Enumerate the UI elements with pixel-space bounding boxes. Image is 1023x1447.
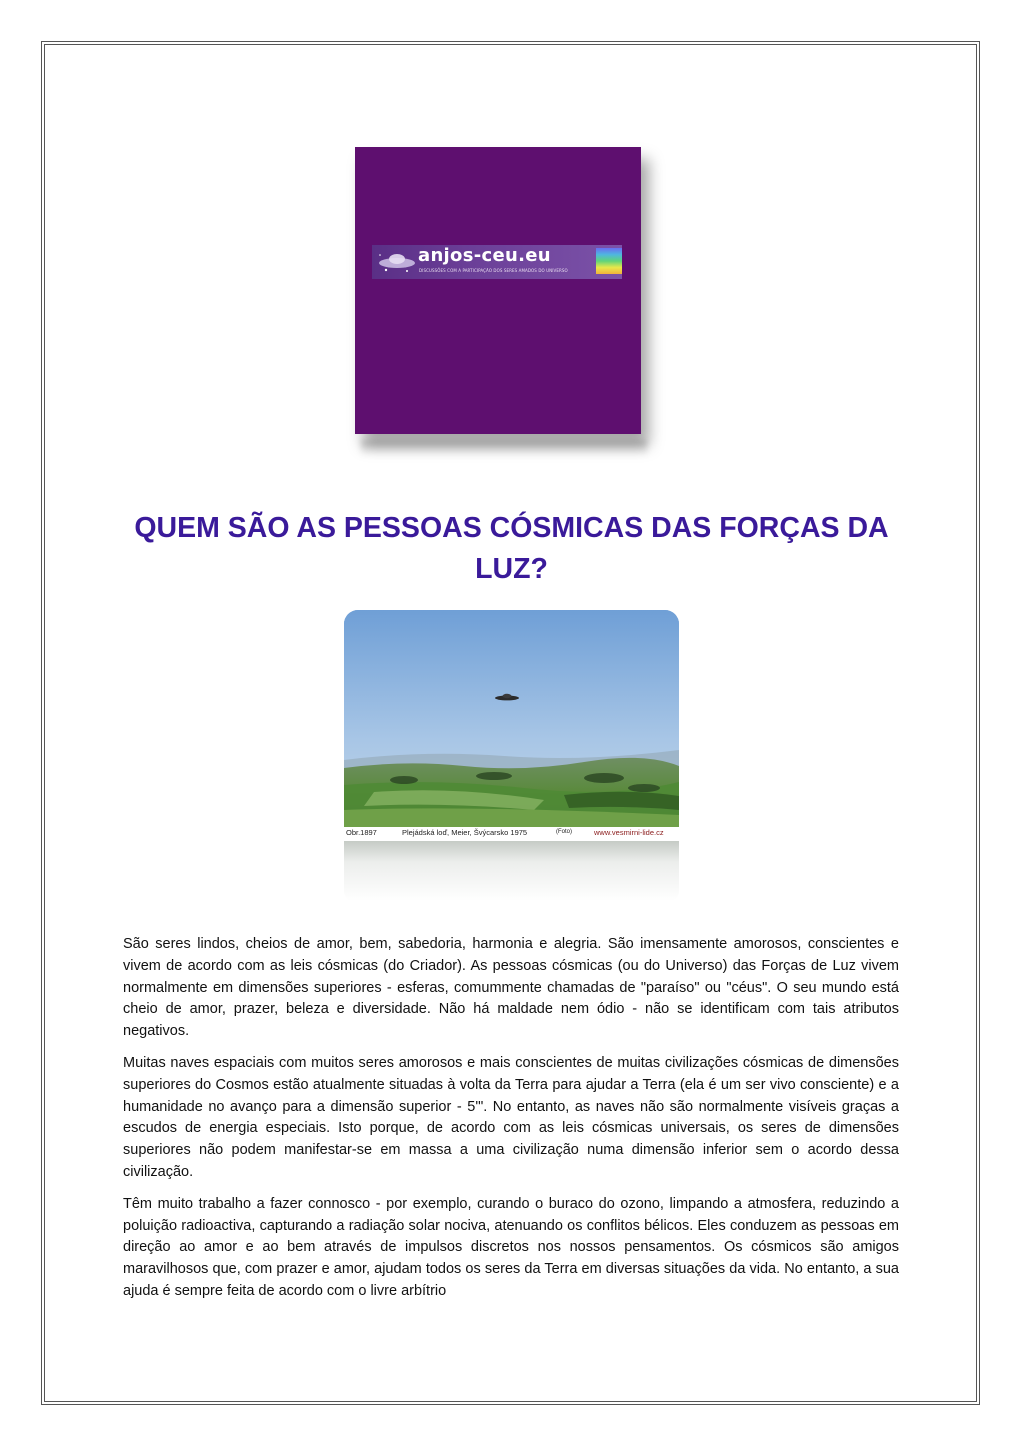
paragraph: Têm muito trabalho a fazer connosco - por exemplo, curando o buraco do ozono, limpando a atmosfera, reduzindo a poluição radioactiva, capturando a radiação solar nociva, atenuando os conflitos bélicos. Eles conduzem as pessoas em direção ao amor e ao bem através de impulsos discretos nos nossos pensamentos. Os cósmicos são amigos maravilhosos que, com prazer e amor, ajudam todos os seres da Terra em diversas situações da vida. No entanto, a sua ajuda é sempre feita de acordo com o livre arbítrio: [123, 1195, 899, 1299]
rainbow-emblem-icon: [596, 248, 622, 274]
ufo-icon: [377, 249, 417, 275]
page-title: QUEM SÃO AS PESSOAS CÓSMICAS DAS FORÇAS DA LUZ?: [134, 512, 889, 585]
site-logo-image: [355, 147, 641, 434]
article-body: [123, 934, 899, 1313]
photo-image: [344, 610, 679, 827]
logo-wordmark: anjos-ceu.eu: [418, 245, 551, 266]
photo-caption: [344, 827, 679, 841]
landscape-scene: [344, 610, 679, 827]
caption-url: www.vesmirni-lide.cz: [594, 828, 664, 837]
logo-banner: [372, 245, 622, 279]
logo-tagline: DISCUSSÕES COM A PARTICIPAÇÃO DOS SERES AMADOS DO UNIVERSO: [419, 268, 568, 273]
paragraph: São seres lindos, cheios de amor, bem, sabedoria, harmonia e alegria. São imensamente amorosos, conscientes e vivem de acordo com as leis cósmicas (do Criador). As pessoas cósmicas (ou do Universo) das Forças de Luz vivem normalmente em dimensões superiores - esferas, comummente chamadas de "paraíso" ou "céus". O seu mundo está cheio de amor, prazer, beleza e diversidade. Não há maldade nem ódio - não se identificam com tais atributos negativos.: [123, 936, 899, 1040]
paragraph: Muitas naves espaciais com muitos seres amorosos e mais conscientes de muitas civilizações cósmicas de dimensões superiores do Cosmos estão atualmente situadas à volta da Terra para ajudar a Terra (ela é um ser vivo consciente) e a humanidade no avanço para a dimensão superior - 5'". No entanto, as naves não são normalmente visíveis graças a escudos de energia especiais. Isto porque, de acordo com as leis cósmicas universais, os seres de dimensões superiores não podem manifestar-se em massa a uma civilização numa dimensão inferior sem o acordo dessa civilização.: [123, 1054, 899, 1180]
caption-description: Plejádská loď, Meier, Švýcarsko 1975: [402, 828, 528, 837]
ufo-photo: [344, 610, 679, 900]
photo-reflection: [344, 841, 679, 901]
caption-number: Obr.1897: [346, 828, 377, 837]
caption-foto: (Foto): [556, 829, 573, 835]
